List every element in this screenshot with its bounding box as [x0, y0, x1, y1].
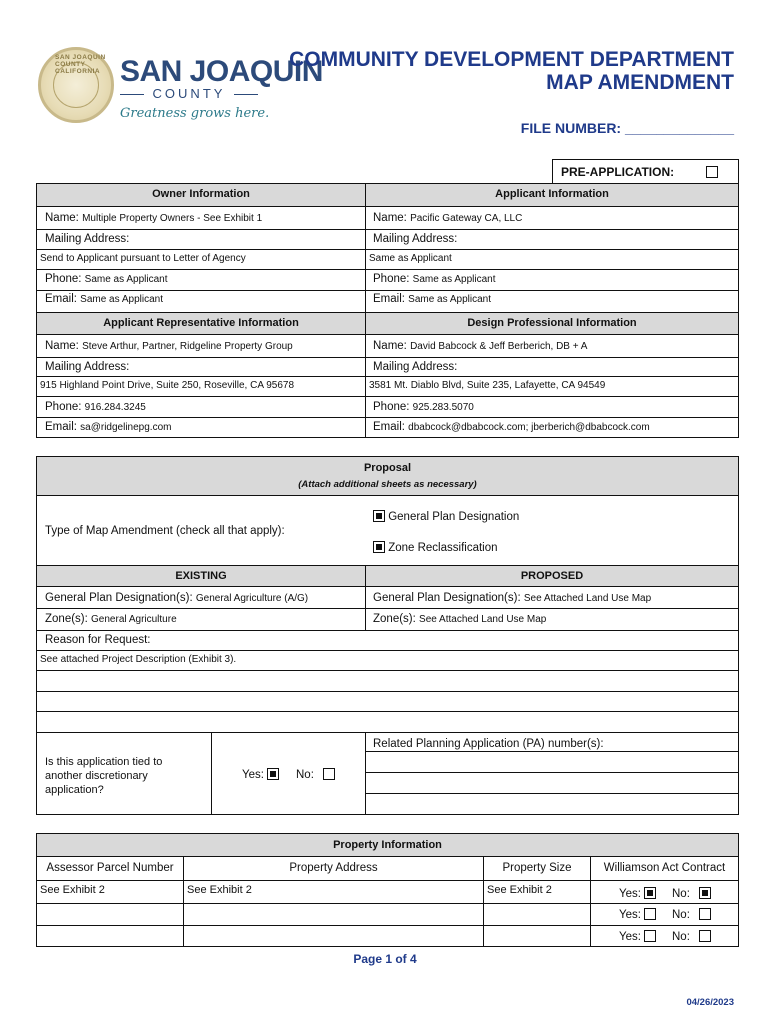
zone-existing-field[interactable]: Zone(s): General Agriculture — [45, 613, 177, 625]
applicant-name-value: Pacific Gateway CA, LLC — [410, 213, 523, 224]
reason-value[interactable]: See attached Project Description (Exhibit 3). — [40, 654, 237, 665]
rep-email-value: sa@ridgelinepg.com — [80, 422, 172, 433]
williamson-no-checkbox[interactable] — [699, 930, 711, 942]
williamson-yes-checkbox[interactable] — [644, 930, 656, 942]
revision-date: 04/26/2023 — [686, 997, 734, 1008]
owner-mailing-value[interactable]: Send to Applicant pursuant to Letter of Agency — [40, 253, 246, 264]
designer-name-value: David Babcock & Jeff Berberich, DB + A — [410, 341, 588, 352]
zone-proposed-value: See Attached Land Use Map — [419, 614, 547, 625]
designer-mailing-label: Mailing Address: — [373, 361, 458, 373]
apn-value[interactable]: See Exhibit 2 — [40, 884, 105, 896]
designer-mailing-value[interactable]: 3581 Mt. Diablo Blvd, Suite 235, Lafayette, CA 94549 — [369, 380, 606, 391]
general-plan-option[interactable] — [373, 510, 519, 523]
column-divider — [211, 732, 212, 814]
designer-email-field[interactable]: Email: dbabcock@dbabcock.com; jberberich@dbabcock.com — [373, 421, 650, 433]
rep-email-field[interactable]: Email: sa@ridgelinepg.com — [45, 421, 172, 433]
gp-proposed-value: See Attached Land Use Map — [523, 593, 652, 604]
designer-phone-value: 925.283.5070 — [412, 402, 474, 413]
rep-phone-field[interactable]: Phone: 916.284.3245 — [45, 401, 146, 413]
existing-heading: EXISTING — [175, 570, 227, 582]
tied-yes-option[interactable]: Yes: — [242, 768, 279, 781]
owner-name-field[interactable]: Name: Multiple Property Owners - See Exhibit 1 — [45, 212, 263, 224]
logo-name: SAN JOAQUIN — [120, 55, 323, 88]
zone-proposed-field[interactable]: Zone(s): See Attached Land Use Map — [373, 613, 547, 625]
owner-email-field[interactable]: Email: Same as Applicant — [45, 293, 163, 305]
williamson-row1-no[interactable]: No: — [672, 887, 711, 900]
address-value[interactable]: See Exhibit 2 — [187, 884, 252, 896]
applicant-phone-field[interactable]: Phone: Same as Applicant — [373, 273, 496, 285]
applicant-name-field[interactable]: Name: Pacific Gateway CA, LLC — [373, 212, 523, 224]
logo-county: COUNTY — [120, 86, 258, 101]
col-address-header: Property Address — [289, 862, 378, 874]
county-seal — [38, 47, 114, 123]
designer-name-field[interactable]: Name: David Babcock & Jeff Berberich, DB + A — [373, 340, 588, 352]
williamson-row3-no[interactable]: No: — [672, 930, 711, 943]
tied-no-option[interactable]: No: — [296, 768, 335, 781]
representative-heading: Applicant Representative Information — [103, 317, 299, 329]
column-divider — [365, 184, 366, 437]
property-heading: Property Information — [333, 839, 442, 851]
designer-heading: Design Professional Information — [467, 317, 637, 329]
owner-heading: Owner Information — [152, 188, 250, 200]
williamson-no-checkbox[interactable] — [699, 908, 711, 920]
page-number: Page 1 of 4 — [353, 952, 417, 966]
seal-text: SAN JOAQUIN COUNTY CALIFORNIA — [55, 54, 106, 75]
rep-mailing-label: Mailing Address: — [45, 361, 130, 373]
rep-name-field[interactable]: Name: Steve Arthur, Partner, Ridgeline Property Group — [45, 340, 293, 352]
proposal-heading: Proposal — [363, 462, 412, 474]
related-pa-label: Related Planning Application (PA) number(s): — [373, 738, 604, 750]
zone-reclassification-checkbox[interactable] — [373, 541, 385, 553]
general-plan-checkbox[interactable] — [373, 510, 385, 522]
map-amendment-type-label: Type of Map Amendment (check all that apply): — [45, 525, 285, 537]
col-size-header: Property Size — [502, 862, 572, 874]
proposal-subheading: (Attach additional sheets as necessary) — [298, 479, 477, 490]
gp-existing-field[interactable]: General Plan Designation(s): General Agriculture (A/G) — [45, 592, 309, 604]
williamson-yes-checkbox[interactable] — [644, 908, 656, 920]
zone-reclassification-option[interactable] — [373, 541, 498, 554]
size-value[interactable]: See Exhibit 2 — [487, 884, 552, 896]
column-divider — [365, 732, 366, 814]
rep-phone-value: 916.284.3245 — [84, 402, 146, 413]
owner-phone-value: Same as Applicant — [84, 274, 168, 285]
zone-reclassification-option-label: Zone Reclassification — [388, 542, 498, 554]
williamson-row3-yes[interactable]: Yes: — [619, 930, 656, 943]
applicant-heading: Applicant Information — [495, 188, 609, 200]
applicant-email-field[interactable]: Email: Same as Applicant — [373, 293, 491, 305]
logo-tagline: Greatness grows here. — [120, 106, 270, 121]
tied-no-checkbox[interactable] — [323, 768, 335, 780]
williamson-row1-yes[interactable]: Yes: — [619, 887, 656, 900]
owner-name-value: Multiple Property Owners - See Exhibit 1 — [82, 213, 263, 224]
file-number-field[interactable]: FILE NUMBER: ______________ — [520, 120, 734, 136]
page-title — [289, 48, 734, 94]
owner-email-value: Same as Applicant — [80, 294, 163, 305]
col-williamson-header: Williamson Act Contract — [603, 862, 726, 874]
designer-email-value: dbabcock@dbabcock.com; jberberich@dbabcock.com — [408, 422, 650, 433]
owner-phone-field[interactable]: Phone: Same as Applicant — [45, 273, 168, 285]
col-apn-header: Assessor Parcel Number — [46, 862, 174, 874]
applicant-mailing-label: Mailing Address: — [373, 233, 458, 245]
owner-mailing-label: Mailing Address: — [45, 233, 130, 245]
pre-application-box — [552, 159, 739, 184]
pre-application-checkbox[interactable] — [706, 166, 718, 178]
gp-existing-value: General Agriculture (A/G) — [195, 593, 309, 604]
tied-yes-checkbox[interactable] — [267, 768, 279, 780]
gp-proposed-field[interactable]: General Plan Designation(s): See Attached Land Use Map — [373, 592, 652, 604]
zone-existing-value: General Agriculture — [91, 614, 177, 625]
williamson-no-checkbox[interactable] — [699, 887, 711, 899]
general-plan-option-label: General Plan Designation — [388, 511, 520, 523]
williamson-row2-yes[interactable]: Yes: — [619, 908, 656, 921]
applicant-mailing-value[interactable]: Same as Applicant — [369, 253, 452, 264]
title-line-2: MAP AMENDMENT — [546, 71, 734, 94]
designer-phone-field[interactable]: Phone: 925.283.5070 — [373, 401, 474, 413]
williamson-yes-checkbox[interactable] — [644, 887, 656, 899]
williamson-row2-no[interactable]: No: — [672, 908, 711, 921]
rep-mailing-value[interactable]: 915 Highland Point Drive, Suite 250, Roseville, CA 95678 — [40, 380, 295, 391]
rep-name-value: Steve Arthur, Partner, Ridgeline Property Group — [82, 341, 293, 352]
proposed-heading: PROPOSED — [520, 570, 584, 582]
tied-application-question: Is this application tied to another discretionary application? — [45, 756, 163, 796]
applicant-phone-value: Same as Applicant — [412, 274, 496, 285]
reason-label: Reason for Request: — [45, 634, 151, 646]
title-line-1: COMMUNITY DEVELOPMENT DEPARTMENT — [289, 48, 734, 71]
applicant-email-value: Same as Applicant — [408, 294, 491, 305]
pre-application-label: PRE-APPLICATION: — [561, 165, 675, 179]
